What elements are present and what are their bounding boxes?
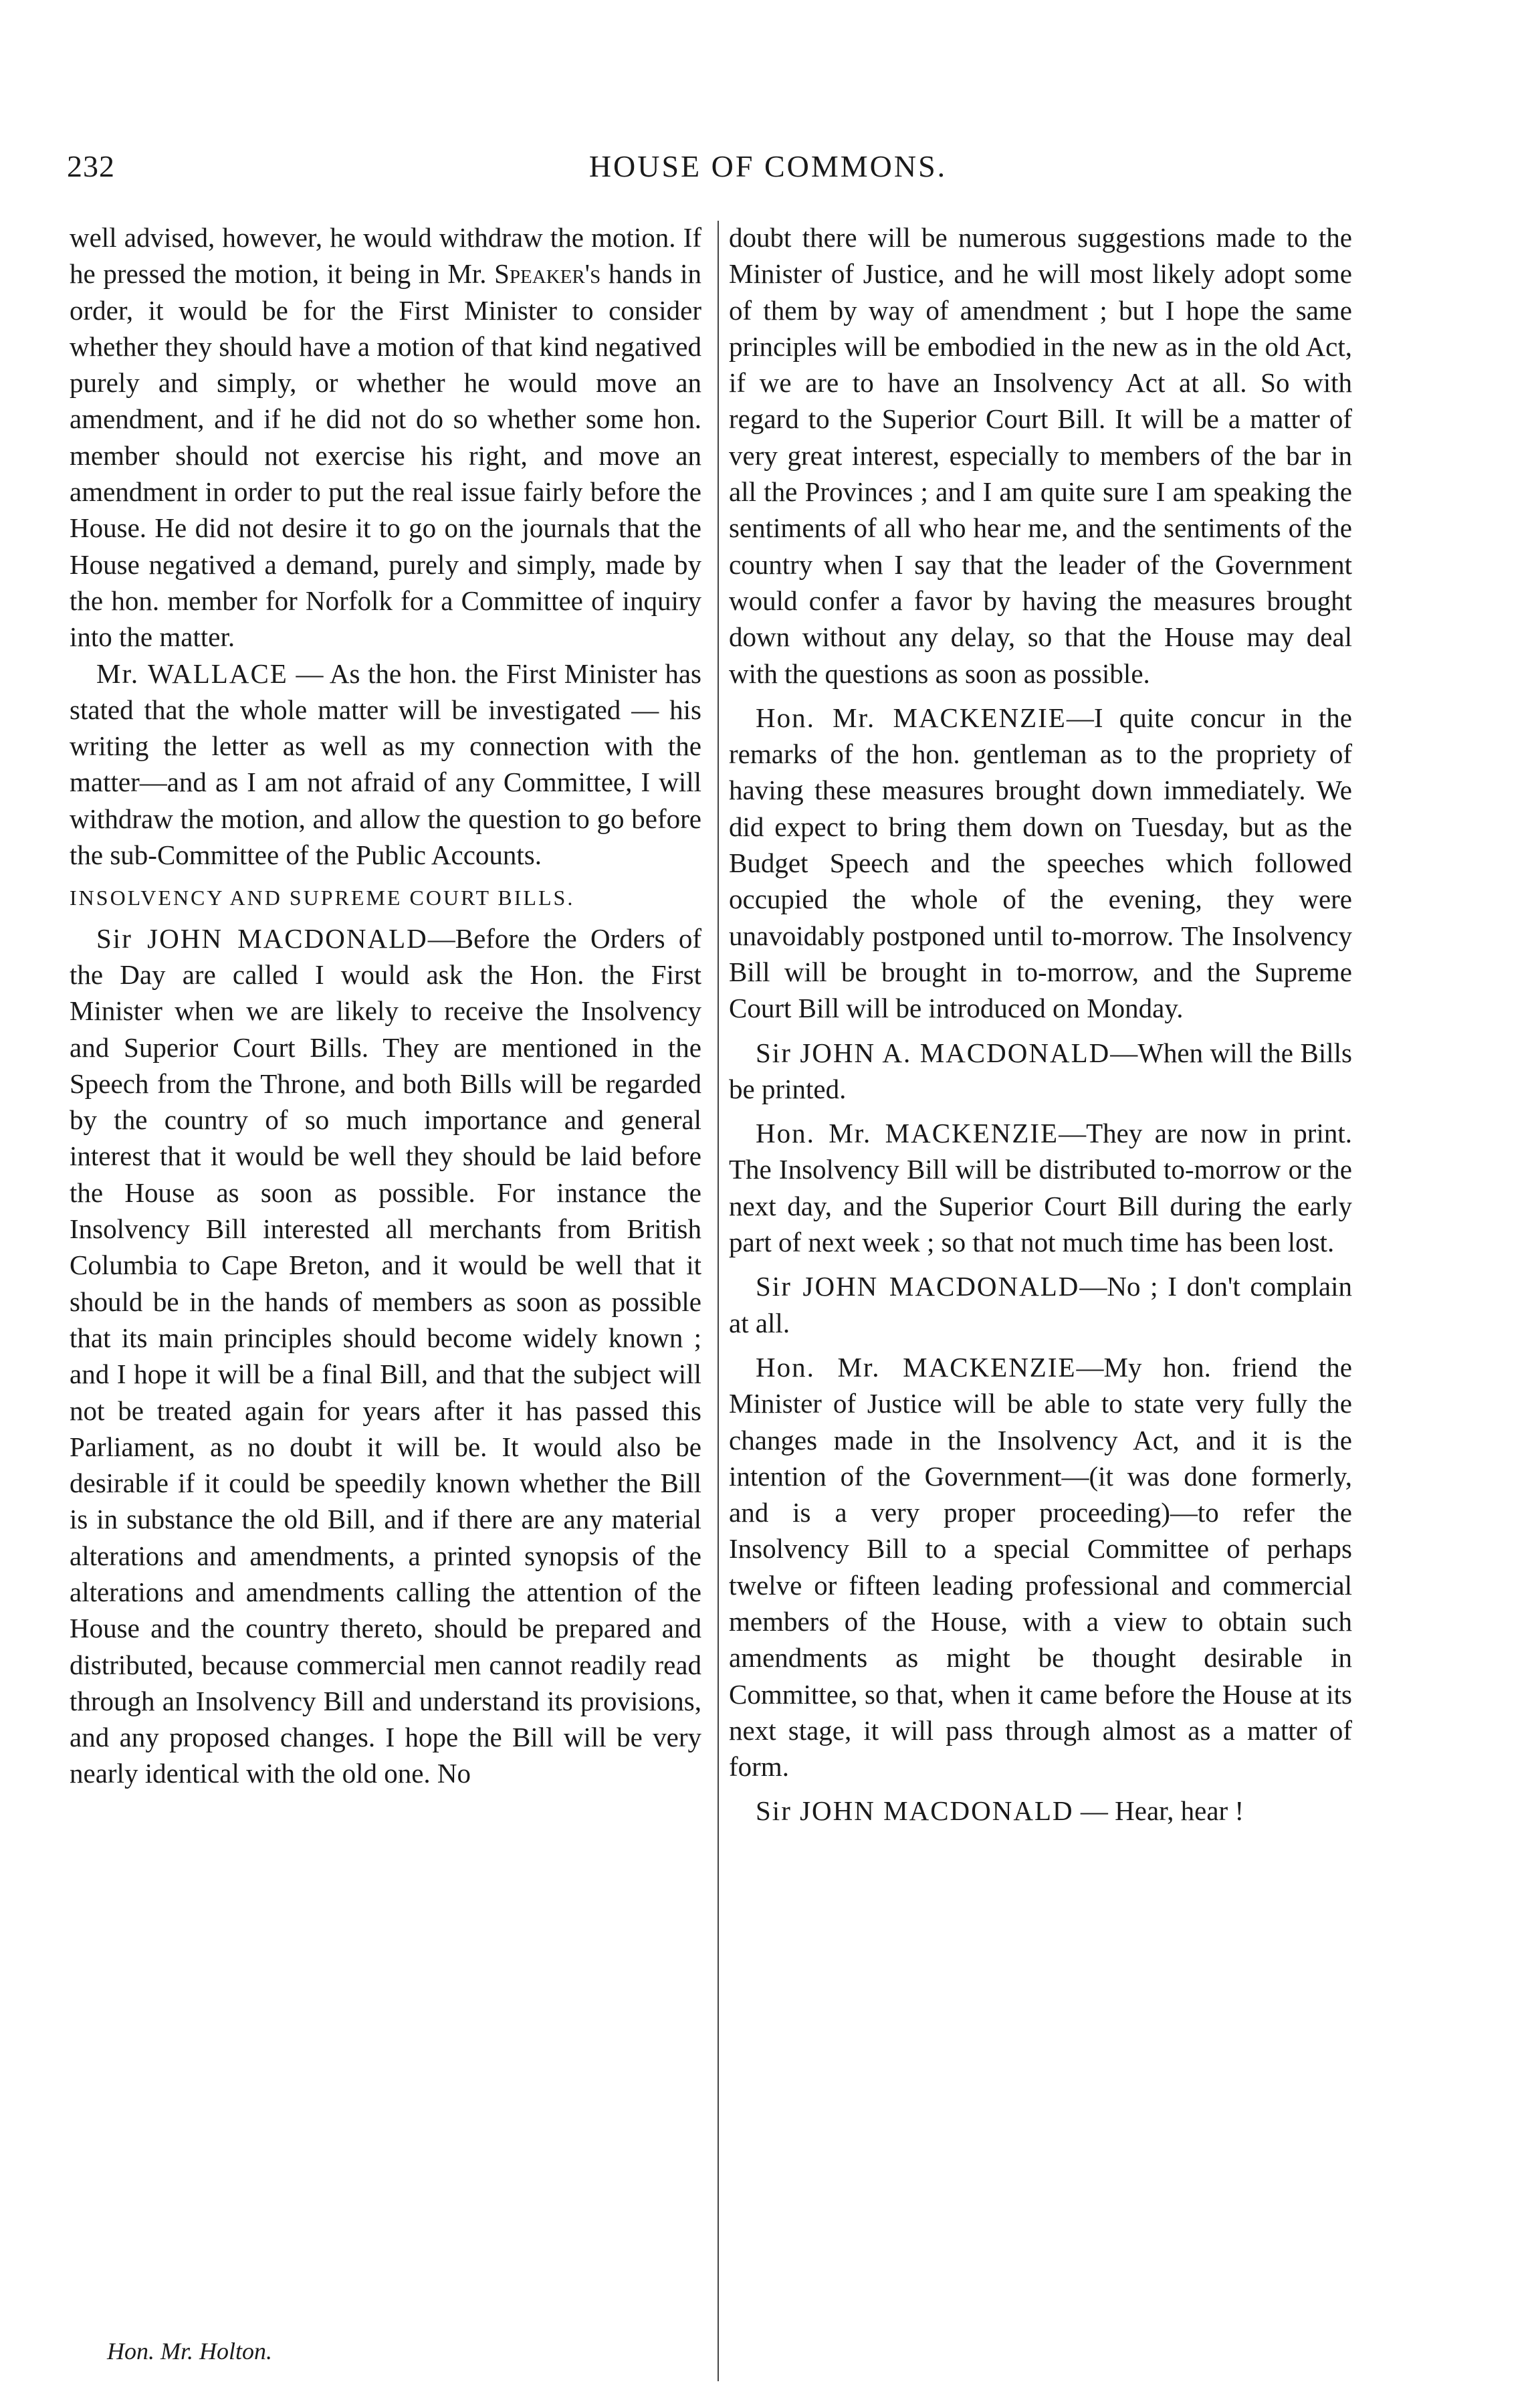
paragraph-text: — As the hon. the First Minister has stated that the whole matter will be investigated — his writing the letter as well as my connection with the matter—and as I am not afraid of any Committee, I will withdraw the motion, and allow the question to go before the sub-Committee of the Public Accounts. bbox=[70, 658, 701, 871]
right-column bbox=[729, 219, 1352, 1829]
paragraph-text: hands in order, it would be for the First Minister to consider whether they should have a motion of that kind negatived purely and simply, or whether he would move an amendment, and if he did not do so whether some hon. member should not exercise his right, and move an amendment in order to put the real issue fairly before the House. He did not desire it to go on the journals that the House negatived a demand, purely and simply, made by the hon. member for Norfolk for a Committee of inquiry into the matter. bbox=[70, 258, 702, 653]
speaker-name: Hon. Mr. MACKENZIE bbox=[756, 1118, 1059, 1149]
paragraph bbox=[729, 1268, 1352, 1341]
paragraph bbox=[729, 700, 1352, 1027]
speaker-name: Sir JOHN MACDONALD bbox=[756, 1795, 1074, 1827]
paragraph bbox=[729, 1793, 1352, 1829]
speaker-name: Mr. WALLACE bbox=[96, 658, 288, 689]
paragraph-text: doubt there will be numerous suggestions made to the Minister of Justice, and he will most likely adopt some of them by way of amendment ; but I hope the same principles will be embodied in the new as in the old Act, if we are to have an Insolvency Act at all. So with regard to the Superior Court Bill. It will be a matter of very great interest, especially to members of the bar in all the Provinces ; and I am quite sure I am speaking the sentiments of all who hear me, and the sentiments of the country when I say that the leader of the Government would confer a favor by having the measures brought down without any delay, so that the House may deal with the questions as soon as possible. bbox=[729, 222, 1352, 689]
paragraph bbox=[729, 219, 1352, 692]
paragraph-text: —When will the Bills be printed. bbox=[729, 1037, 1352, 1104]
paragraph bbox=[729, 1035, 1352, 1108]
paragraph-text: well advised, however, he would withdraw the motion. If he pressed the motion, it being in Mr. bbox=[70, 222, 701, 290]
paragraph-text: —Before the Orders of the Day are called I would ask the Hon. the First Minister when we are likely to receive the Insolvency and Superior Court Bills. They are mentioned in the Speech from the Throne, and both Bills will be regarded by the country of so much importance and general interest that it would be well they should be laid before the House as soon as possible. For instance the Insolvency Bill interested all merchants from British Columbia to Cape Breton, and it would be well that it should be in the hands of members as soon as possible that its main principles should become widely known ; and I hope it will be a final Bill, and that the subject will not be treated again for years after it has passed this Parliament, as no doubt it will be. It would also be desirable if it could be speedily known whether the Bill is in substance the old Bill, and if there are any material alterations and amendments, a printed synopsis of the alterations and amendments calling the attention of the House and the country thereto, should be prepared and distributed, because commercial men cannot readily read through an Insolvency Bill and understand its provisions, and any proposed changes. I hope the Bill will be very nearly identical with the old one. No bbox=[70, 922, 701, 1789]
paragraph-text: —I quite concur in the remarks of the hon. gentleman as to the propriety of having these measures brought down immediately. We did expect to bring them down on Tuesday, but as the Budget Speech and the speeches which followed occupied the whole of the evening, they were unavoidably postponed until to-morrow. The Insolvency Bill will be brought in to-morrow, and the Supreme Court Bill will be introduced on Monday. bbox=[729, 702, 1352, 1024]
paragraph-text: — Hear, hear ! bbox=[1073, 1795, 1244, 1827]
column-divider bbox=[718, 221, 719, 2381]
speaker-ref: Speaker's bbox=[494, 258, 601, 290]
running-head: HOUSE OF COMMONS. bbox=[588, 149, 948, 183]
paragraph bbox=[729, 1115, 1352, 1260]
paragraph bbox=[70, 920, 701, 1792]
speaker-name: Hon. Mr. MACKENZIE bbox=[756, 702, 1067, 733]
catchword: Hon. Mr. Holton. bbox=[107, 2338, 273, 2365]
paragraph bbox=[70, 219, 701, 656]
paragraph-text: —No ; I don't complain at all. bbox=[729, 1271, 1352, 1338]
speaker-name: Sir JOHN MACDONALD bbox=[756, 1271, 1080, 1302]
section-heading: INSOLVENCY AND SUPREME COURT BILLS. bbox=[70, 886, 575, 910]
paragraph-text: —My hon. friend the Minister of Justice will be able to state very fully the changes made in the Insolvency Act, and it is the intention of the Government—(it was done formerly, and is a very proper proceeding)—to refer the Insolvency Bill to a special Committee of perhaps twelve or fifteen leading professional and commercial members of the House, with a view to obtain such amendments as might be thought desirable in Committee, so that, when it came before the House at its next stage, it will pass through almost as a matter of form. bbox=[729, 1351, 1352, 1783]
page-number: 232 bbox=[67, 149, 115, 183]
speaker-name: Sir JOHN A. MACDONALD bbox=[756, 1037, 1111, 1068]
paragraph bbox=[70, 656, 701, 874]
left-column bbox=[70, 219, 701, 1792]
paragraph-text: —They are now in print. The Insolvency Bill will be distributed to-morrow or the next day, and the Superior Court Bill during the early part of next week ; so that not much time has been lost. bbox=[729, 1118, 1352, 1258]
speaker-name: Hon. Mr. MACKENZIE bbox=[756, 1351, 1077, 1383]
paragraph bbox=[729, 1349, 1352, 1785]
speaker-name: Sir JOHN MACDONALD bbox=[96, 922, 428, 954]
